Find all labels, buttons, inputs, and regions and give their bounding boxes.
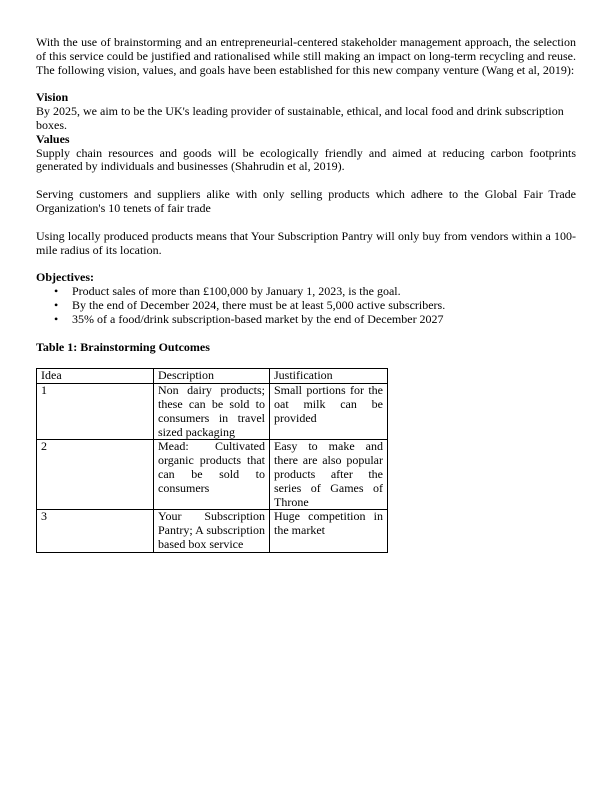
list-item [54,284,576,299]
table-row [37,510,388,552]
cell-justification: Easy to make and there are also popular products after the series of Games of Throne [270,440,388,510]
intro-paragraph: With the use of brainstorming and an entrepreneurial-centered stakeholder management approach, the selection of this service could be justified and rationalised while still making an impact on long-term recycling and reuse. The following vision, values, and goals have been established for this new company venture (Wang et al, 2019): [36,35,576,77]
list-item [54,311,576,327]
cell-description: Non dairy products; these can be sold to consumers in travel sized packaging [154,384,270,440]
table-row [37,440,388,510]
header-justification: Justification [270,369,388,384]
bullet-icon: • [54,297,59,312]
objective-text: Product sales of more than £100,000 by January 1, 2023, is the goal. [72,284,401,299]
cell-idea: 2 [37,440,154,510]
vision-heading: Vision [36,90,69,105]
values-paragraph-1: Supply chain resources and goods will be ecologically friendly and aimed at reducing carbon footprints generated by individuals and businesses (Shahrudin et al, 2019). [36,145,576,174]
cell-justification: Small portions for the oat milk can be provided [270,384,388,440]
cell-idea: 1 [37,384,154,440]
objectives-heading: Objectives: [36,270,94,285]
objective-text: By the end of December 2024, there must be at least 5,000 active subscribers. [72,297,446,312]
cell-justification: Huge competition in the market [270,510,388,552]
cell-description: Mead: Cultivated organic products that can be sold to consumers [154,440,270,510]
table-title: Table 1: Brainstorming Outcomes [36,339,210,354]
values-paragraph-3: Using locally produced products means that Your Subscription Pantry will only buy from vendors within a 100-mile radius of its location. [36,228,576,257]
table-row [37,384,388,440]
spacer [36,174,576,188]
objective-text: 35% of a food/drink subscription-based market by the end of December 2027 [72,311,444,326]
spacer [36,257,576,271]
values-paragraph-2: Serving customers and suppliers alike with only selling products which adhere to the Global Fair Trade Organization's 10 tenets of fair trade [36,187,576,215]
cell-description: Your Subscription Pantry; A subscription based box service [154,510,270,552]
header-description: Description [154,369,270,384]
spacer [36,216,576,230]
brainstorming-table [36,368,388,552]
bullet-icon: • [54,284,59,299]
objectives-list [36,285,576,326]
values-heading: Values [36,131,70,146]
bullet-icon: • [54,311,59,326]
table-header-row [37,369,388,384]
header-idea: Idea [37,369,154,384]
vision-text: By 2025, we aim to be the UK's leading provider of sustainable, ethical, and local food and drink subscription boxes. [36,104,564,132]
document-page [36,36,576,553]
list-item [54,297,576,313]
spacer [36,77,576,91]
cell-idea: 3 [37,510,154,552]
